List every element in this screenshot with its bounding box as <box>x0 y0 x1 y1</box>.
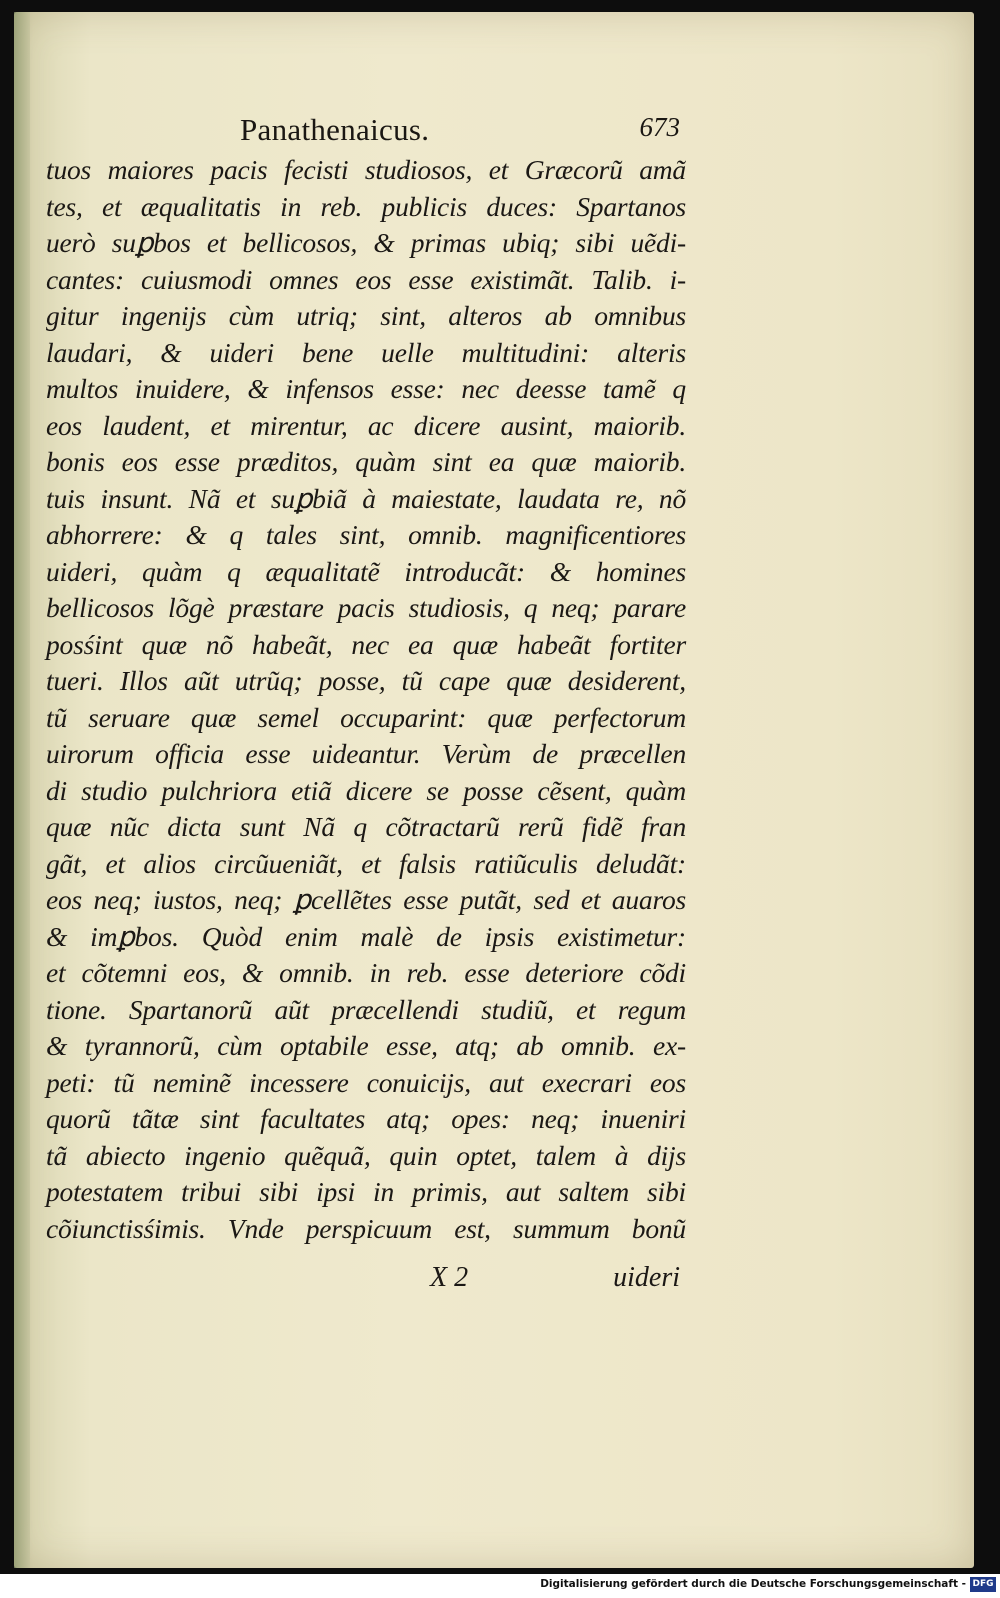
text-line: uerò suꝑbos et bellicosos, & primas ubiq; sibi uẽdi- <box>46 227 686 258</box>
text-line: eos laudent, et mirentur, ac dicere ausint, maiorib. <box>46 409 686 441</box>
text-line: & imꝑbos. Quòd enim malè de ipsis existimetur: <box>46 920 686 952</box>
text-line: gitur ingenijs cùm utriq; sint, alteros ab omnibus <box>46 300 686 331</box>
text-line: di studio pulchriora etiã dicere se posse cẽsent, quàm <box>46 774 686 806</box>
catchword: uideri <box>613 1262 680 1293</box>
text-line: bellicosos lõgè præstare pacis studiosis, q neq; parare <box>46 592 686 623</box>
funding-credit: Digitalisierung gefördert durch die Deutsche Forschungsgemeinschaft - <box>540 1578 966 1590</box>
page-header <box>240 112 680 152</box>
text-line: cõiunctisśimis. Vnde perspicuum est, summum bonũ <box>46 1212 686 1244</box>
page-gutter <box>14 12 30 1568</box>
text-line: quorũ tãtæ sint facultates atq; opes: neq; inueniri <box>46 1103 686 1134</box>
running-title: Panathenaicus. <box>240 112 430 147</box>
text-line: tuos maiores pacis fecisti studiosos, et Græcorũ amã <box>46 154 686 185</box>
text-line: tueri. Illos aũt utrũq; posse, tũ cape quæ desiderent, <box>46 665 686 696</box>
signature-mark: X 2 <box>430 1262 469 1293</box>
text-line: tuis insunt. Nã et suꝑbiã à maiestate, laudata re, nõ <box>46 482 686 514</box>
text-line: gãt, et alios circũueniãt, et falsis ratiũculis deludãt: <box>46 847 686 879</box>
text-line: tione. Spartanorũ aũt præcellendi studiũ, et regum <box>46 993 686 1025</box>
text-line: & tyrannorũ, cùm optabile esse, atq; ab omnib. ex- <box>46 1030 686 1061</box>
text-line: abhorrere: & q tales sint, omnib. magnificentiores <box>46 519 686 550</box>
text-line: multos inuidere, & infensos esse: nec deesse tamẽ q <box>46 373 686 404</box>
text-line: et cõtemni eos, & omnib. in reb. esse deteriore cõdi <box>46 957 686 988</box>
text-line: posśint quæ nõ habeãt, nec ea quæ habeãt fortiter <box>46 628 686 660</box>
text-line: cantes: cuiusmodi omnes eos esse existimãt. Talib. i- <box>46 263 686 295</box>
text-line: bonis eos esse præditos, quàm sint ea quæ maiorib. <box>46 446 686 477</box>
text-line: eos neq; iustos, neq; ꝑcellẽtes esse putãt, sed et auaros <box>46 884 686 915</box>
text-line: tã abiecto ingenio quẽquã, quin optet, talem à dijs <box>46 1139 686 1171</box>
catch-line <box>430 1262 680 1302</box>
text-line: tes, et æqualitatis in reb. publicis duces: Spartanos <box>46 190 686 222</box>
text-line: potestatem tribui sibi ipsi in primis, aut saltem sibi <box>46 1176 686 1207</box>
text-line: uirorum officia esse uideantur. Verùm de præcellen <box>46 738 686 769</box>
text-line: peti: tũ neminẽ incessere conuicijs, aut execrari eos <box>46 1066 686 1098</box>
page-number: 673 <box>639 112 680 142</box>
footer-bar <box>0 1574 1000 1598</box>
text-line: uideri, quàm q æqualitatẽ introducãt: & homines <box>46 555 686 587</box>
text-line: tũ seruare quæ semel occuparint: quæ perfectorum <box>46 701 686 733</box>
text-line: quæ nũc dicta sunt Nã q cõtractarũ rerũ fidẽ fran <box>46 811 686 842</box>
body-text <box>46 152 686 1247</box>
text-line: laudari, & uideri bene uelle multitudini: alteris <box>46 336 686 368</box>
dfg-logo: DFG <box>970 1577 996 1592</box>
